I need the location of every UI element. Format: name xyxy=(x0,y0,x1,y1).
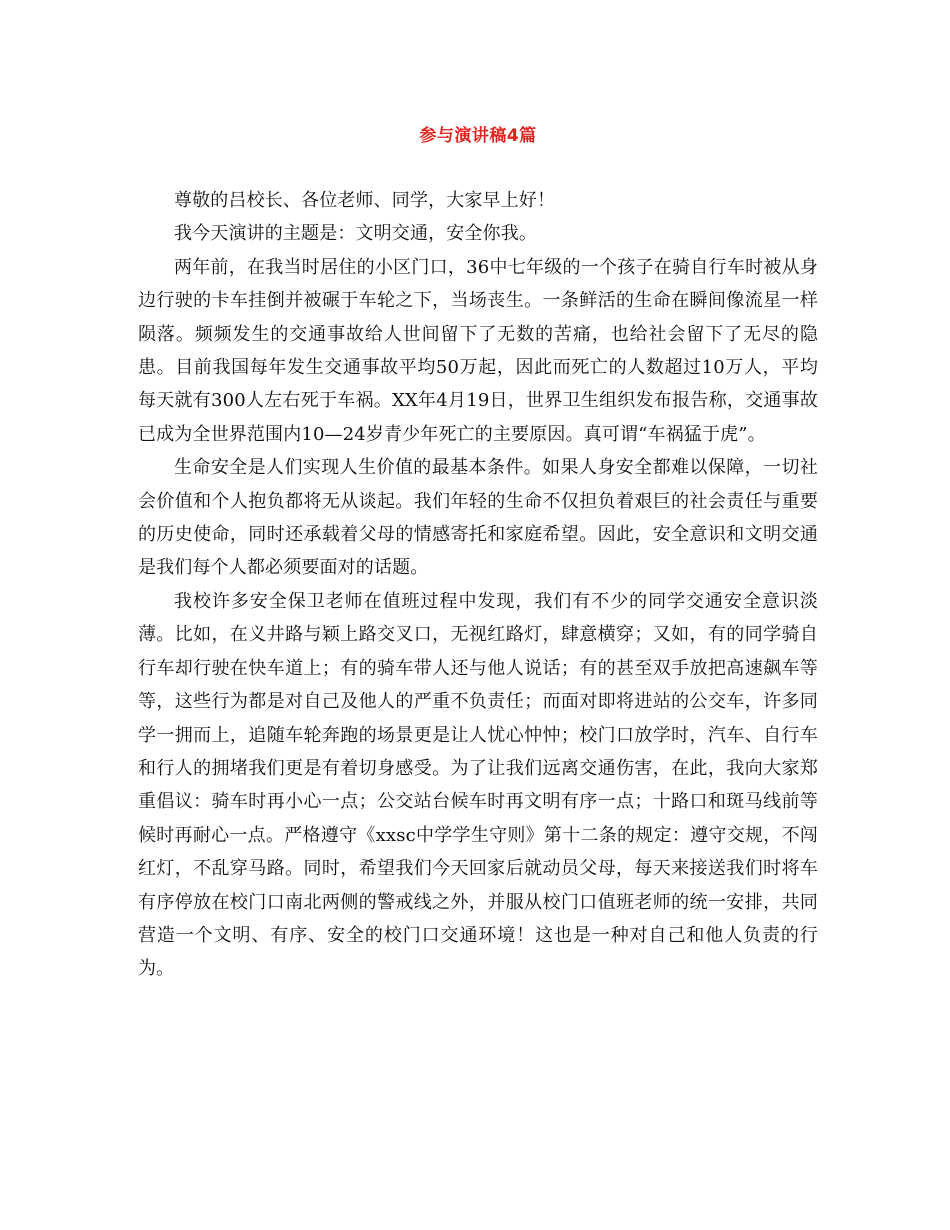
paragraph-topic: 我今天演讲的主题是：文明交通，安全你我。 xyxy=(174,223,537,245)
paragraph-life-safety: 生命安全是人们实现人生价值的最基本条件。如果人身安全都难以保障，一切社会价值和个人抱负都将无从谈起。我们年轻的生命不仅担负着艰巨的社会责任与重要的历史使命，同时还承载着父母的情感寄托和家庭希望。因此，安全意识和文明交通是我们每个人都必须要面对的话题。 xyxy=(138,457,818,579)
paragraph-accident-story: 两年前，在我当时居住的小区门口，36中七年级的一个孩子在骑自行车时被从身边行驶的卡车挂倒并被碾于车轮之下，当场丧生。一条鲜活的生命在瞬间像流星一样陨落。频频发生的交通事故给人世间留下了无数的苦痛，也给社会留下了无尽的隐患。目前我国每年发生交通事故平均50万起，因此而死亡的人数超过10万人，平均每天就有300人左右死于车祸。XX年4月19日，世界卫生组织发布报告称，交通事故已成为全世界范围内10—24岁青少年死亡的主要原因。真可谓“车祸猛于虎”。 xyxy=(138,256,818,445)
paragraph-proposal: 我校许多安全保卫老师在值班过程中发现，我们有不少的同学交通安全意识淡薄。比如，在义井路与颖上路交叉口，无视红路灯，肆意横穿；又如，有的同学骑自行车却行驶在快车道上；有的骑车带人还与他人说话；有的甚至双手放把高速飙车等等，这些行为都是对自己及他人的严重不负责任；而面对即将进站的公交车，许多同学一拥而上，追随车轮奔跑的场景更是让人忧心忡忡；校门口放学时，汽车、自行车和行人的拥堵我们更是有着切身感受。为了让我们远离交通伤害，在此，我向大家郑重倡议：骑车时再小心一点；公交站台候车时再文明有序一点；十路口和斑马线前等候时再耐心一点。严格遵守《xxsc中学学生守则》第十二条的规定：遵守交规，不闯红灯，不乱穿马路。同时，希望我们今天回家后就动员父母，每天来接送我们时将车有序停放在校门口南北两侧的警戒线之外，并服从校门口值班老师的统一安排，共同营造一个文明、有序、安全的校门口交通环境！这也是一种对自己和他人负责的行为。 xyxy=(138,590,818,980)
paragraph-greeting: 尊敬的吕校长、各位老师、同学，大家早上好！ xyxy=(174,190,556,211)
page-title: 参与演讲稿4篇 xyxy=(419,126,537,146)
